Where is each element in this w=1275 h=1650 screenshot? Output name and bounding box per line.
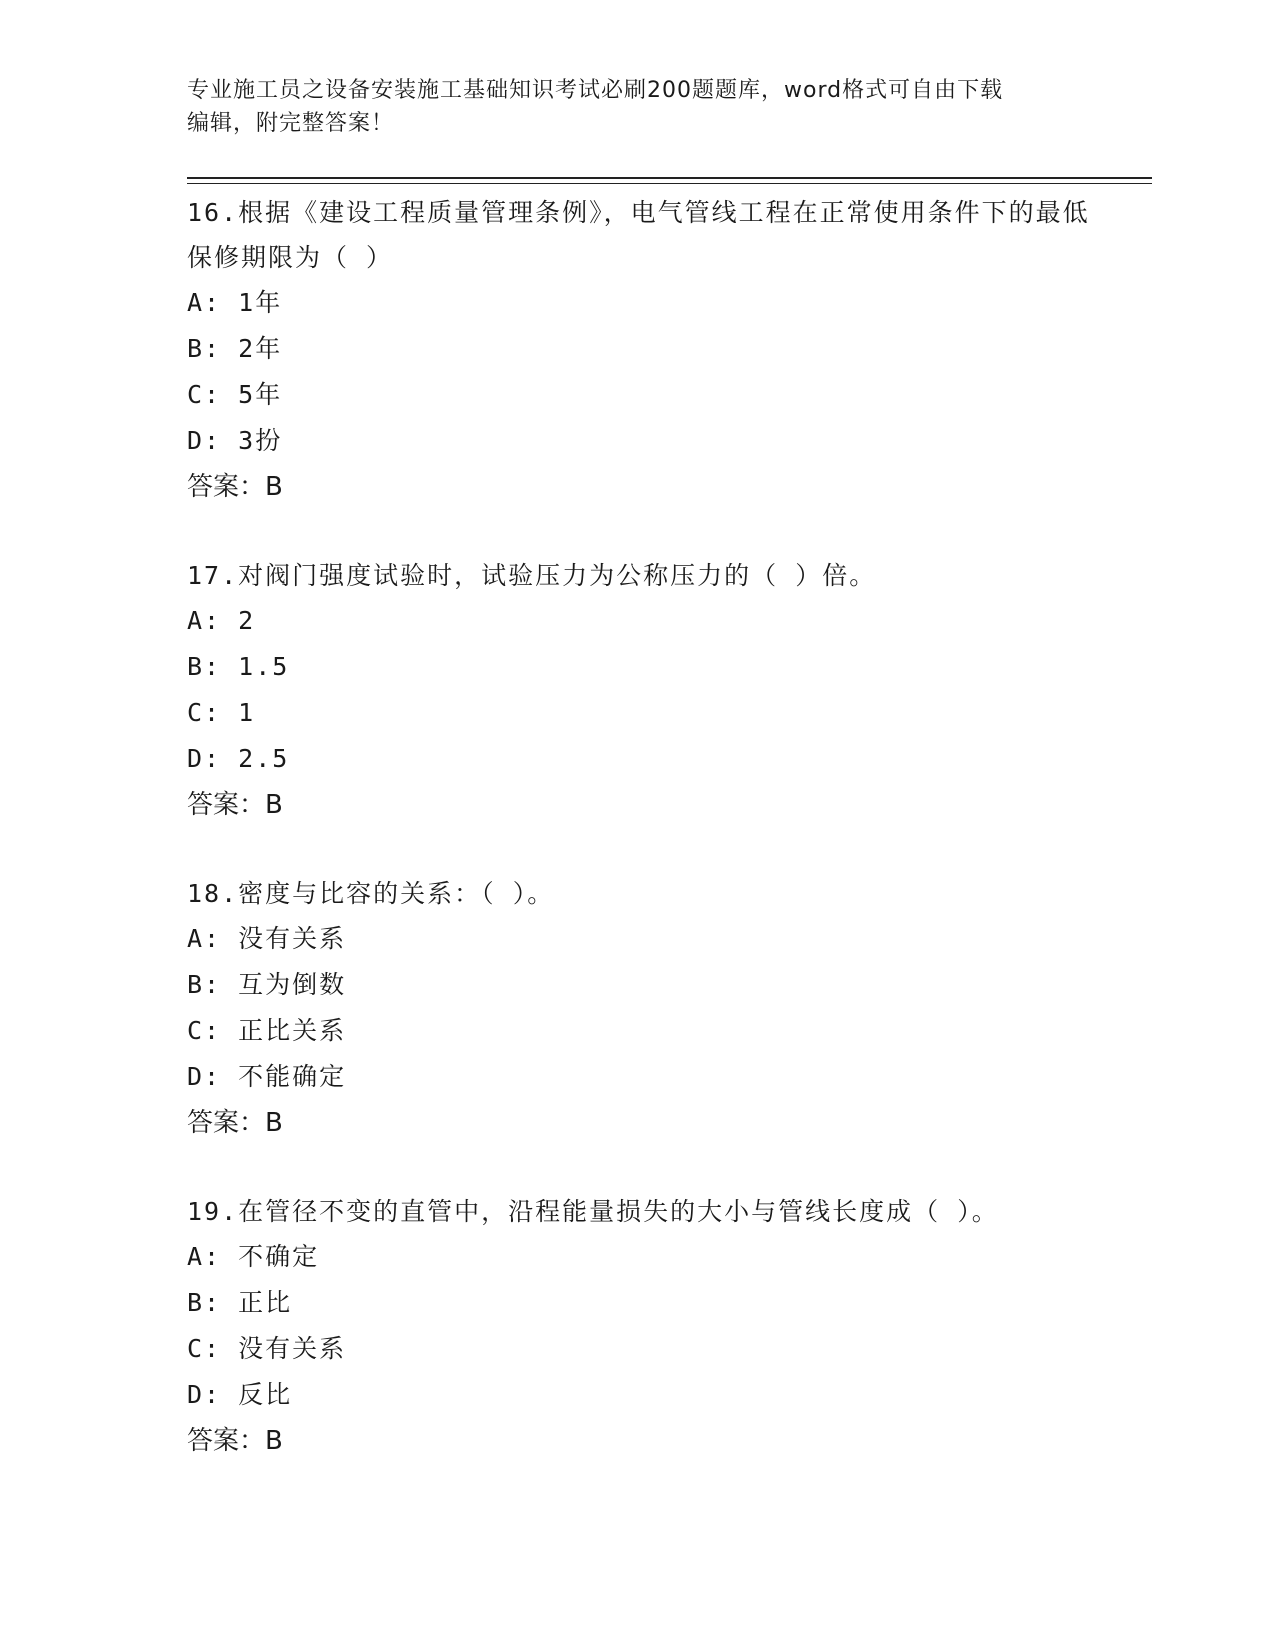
header-divider-thick: [187, 177, 1152, 179]
option-d: D: 不能确定: [187, 1062, 347, 1091]
option-b: B: 正比: [187, 1288, 293, 1317]
question-text: 19.在管径不变的直管中，沿程能量损失的大小与管线长度成（ ）。: [187, 1197, 999, 1226]
option-b: B: 互为倒数: [187, 970, 347, 999]
answer-label: 答案：B: [187, 790, 283, 820]
question-18: [187, 871, 1107, 1146]
option-c: C: 正比关系: [187, 1016, 347, 1045]
header-line-2: 编辑，附完整答案！: [187, 111, 395, 136]
option-a: A: 1年: [187, 288, 283, 317]
option-b: B: 2年: [187, 334, 283, 363]
question-text: 16.根据《建设工程质量管理条例》，电气管线工程在正常使用条件下的最低保修期限为（ ）: [187, 198, 1090, 272]
header-line-1: 专业施工员之设备安装施工基础知识考试必刷200题题库，word格式可自由下载: [187, 78, 1004, 103]
document-header: [187, 74, 1087, 140]
option-c: C: 5年: [187, 380, 283, 409]
option-d: D: 2.5: [187, 744, 290, 773]
option-a: A: 2: [187, 606, 256, 635]
answer-label: 答案：B: [187, 1426, 283, 1456]
option-c: C: 没有关系: [187, 1334, 347, 1363]
question-17: [187, 553, 1107, 828]
question-text: 17.对阀门强度试验时，试验压力为公称压力的（ ）倍。: [187, 561, 877, 590]
option-a: A: 没有关系: [187, 924, 347, 953]
answer-label: 答案：B: [187, 1108, 283, 1138]
option-b: B: 1.5: [187, 652, 290, 681]
header-divider-thin: [187, 183, 1152, 184]
question-19: [187, 1189, 1107, 1464]
option-d: D: 反比: [187, 1380, 293, 1409]
question-list: [187, 190, 1107, 1507]
option-c: C: 1: [187, 698, 256, 727]
answer-label: 答案：B: [187, 472, 283, 502]
option-a: A: 不确定: [187, 1242, 320, 1271]
question-16: [187, 190, 1107, 510]
option-d: D: 3扮: [187, 426, 283, 455]
question-text: 18.密度与比容的关系：（ ）。: [187, 879, 555, 908]
